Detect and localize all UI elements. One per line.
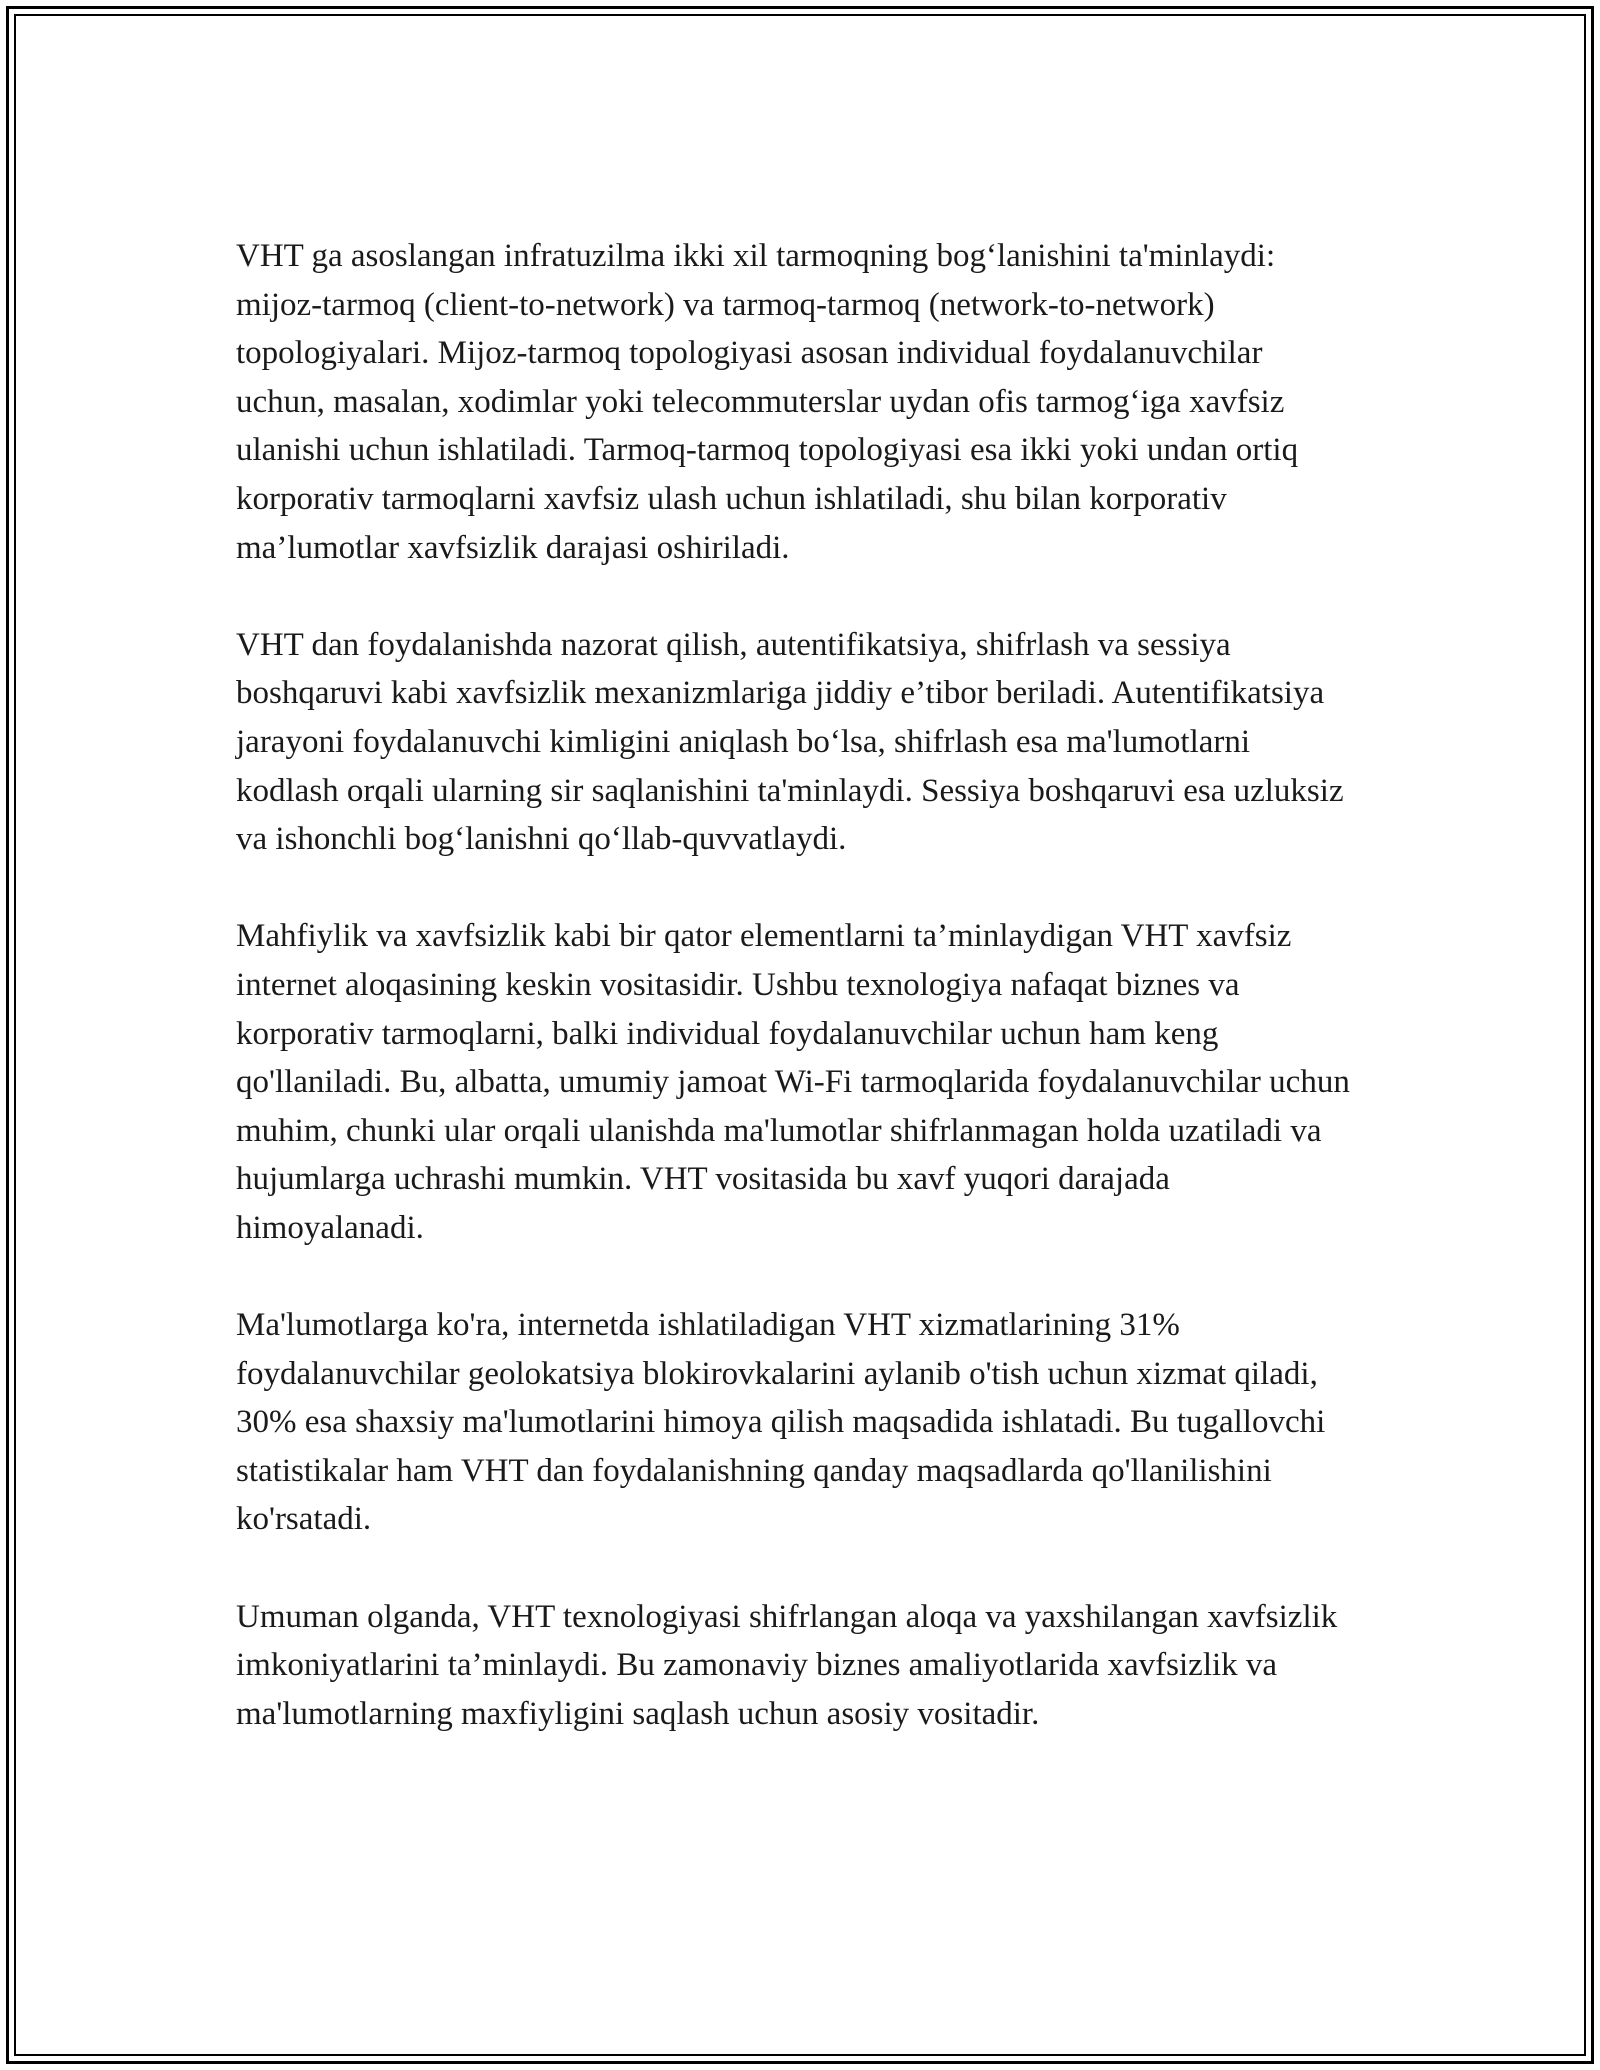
paragraph-5: Umuman olganda, VHT texnologiyasi shifrlangan aloqa va yaxshilangan xavfsizlik imkoniyatlarini ta’minlaydi. Bu zamonaviy biznes amaliyotlarida xavfsizlik va ma'lumotlarning maxfiyligini saqlash uchun asosiy vositadir. xyxy=(236,1598,1338,1732)
paragraph-4: Ma'lumotlarga ko'ra, internetda ishlatiladigan VHT xizmatlarining 31% foydalanuvchilar geolokatsiya blokirovkalarini aylanib o'tish uchun xizmat qiladi, 30% esa shaxsiy ma'lumotlarini himoya qilish maqsadida ishlatadi. Bu tugallovchi statistikalar ham VHT dan foydalanishning qanday maqsadlarda qo'llanilishini ko'rsatadi. xyxy=(236,1307,1326,1538)
paragraph-1: VHT ga asoslangan infratuzilma ikki xil tarmoqning bog‘lanishini ta'minlaydi: mijoz-tarmoq (client-to-network) va tarmoq-tarmoq (network-to-network) topologiyalari. Mijoz-tarmoq topologiyasi asosan individual foydalanuvchilar uchun, masalan, xodimlar yoki telecommuterslar uydan ofis tarmog‘iga xavfsiz ulanishi uchun ishlatiladi. Tarmoq-tarmoq topologiyasi esa ikki yoki undan ortiq korporativ tarmoqlarni xavfsiz ulash uchun ishlatiladi, shu bilan korporativ ma’lumotlar xavfsizlik darajasi oshiriladi. xyxy=(236,238,1299,566)
paragraph-3: Mahfiylik va xavfsizlik kabi bir qator elementlarni ta’minlaydigan VHT xavfsiz internet aloqasining keskin vositasidir. Ushbu texnologiya nafaqat biznes va korporativ tarmoqlarni, balki individual foydalanuvchilar uchun ham keng qo'llaniladi. Bu, albatta, umumiy jamoat Wi-Fi tarmoqlarida foydalanuvchilar uchun muhim, chunki ular orqali ulanishda ma'lumotlar shifrlanmagan holda uzatiladi va hujumlarga uchrashi mumkin. VHT vositasida bu xavf yuqori darajada himoyalanadi. xyxy=(236,918,1350,1246)
paragraph-2: VHT dan foydalanishda nazorat qilish, autentifikatsiya, shifrlash va sessiya boshqaruvi kabi xavfsizlik mexanizmlariga jiddiy e’tibor beriladi. Autentifikatsiya jarayoni foydalanuvchi kimligini aniqlash bo‘lsa, shifrlash esa ma'lumotlarni kodlash orqali ularning sir saqlanishini ta'minlaydi. Sessiya boshqaruvi esa uzluksiz va ishonchli bog‘lanishni qo‘llab-quvvatlaydi. xyxy=(236,626,1344,858)
document-body xyxy=(236,232,1356,1738)
